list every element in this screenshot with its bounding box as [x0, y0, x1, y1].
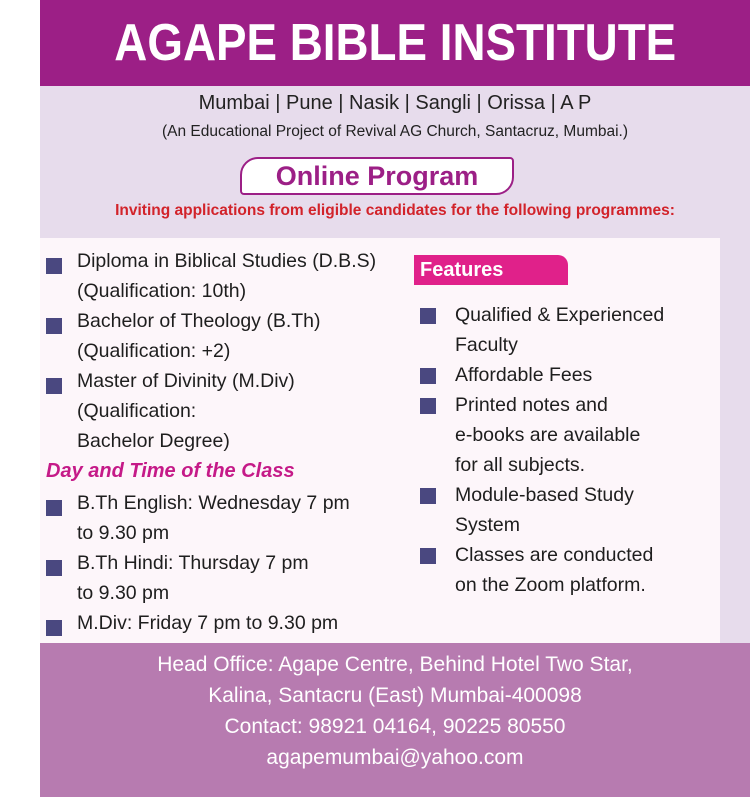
feature-line: Affordable Fees: [455, 364, 593, 386]
feature-line: Printed notes and: [455, 394, 608, 416]
project-note: (An Educational Project of Revival AG Church, Santacruz, Mumbai.): [161, 123, 629, 140]
programme-line: Master of Divinity (M.Div): [77, 370, 295, 392]
feature-line: Module-based Study: [455, 484, 634, 506]
programme-line: Diploma in Biblical Studies (D.B.S): [77, 250, 377, 272]
title-banner: [40, 0, 750, 86]
feature-line: Classes are conducted: [455, 544, 654, 566]
feature-line: for all subjects.: [455, 454, 586, 476]
feature-line: Qualified & Experienced: [455, 304, 665, 326]
schedule-line: M.Div: Friday 7 pm to 9.30 pm: [77, 612, 339, 634]
square-bullet-icon: [46, 258, 62, 274]
programme-line: (Qualification: +2): [77, 340, 231, 362]
square-bullet-icon: [46, 378, 62, 394]
online-program-badge: [240, 157, 514, 195]
schedule-line: B.Th English: Wednesday 7 pm: [77, 492, 350, 514]
address-line: Kalina, Santacru (East) Mumbai-400098: [208, 684, 582, 707]
square-bullet-icon: [46, 500, 62, 516]
programme-line: Bachelor Degree): [77, 430, 230, 452]
square-bullet-icon: [46, 560, 62, 576]
address-line: Head Office: Agape Centre, Behind Hotel Two Star,: [157, 653, 633, 676]
feature-line: Faculty: [455, 334, 518, 356]
square-bullet-icon: [46, 620, 62, 636]
features-heading: Features: [414, 255, 568, 285]
content-panel: [40, 238, 720, 643]
programme-line: (Qualification:: [77, 400, 197, 422]
square-bullet-icon: [420, 488, 436, 504]
online-program-label: Online Program: [275, 160, 479, 191]
square-bullet-icon: [420, 308, 436, 324]
programme-line: Bachelor of Theology (B.Th): [77, 310, 321, 332]
square-bullet-icon: [420, 548, 436, 564]
schedule-line: B.Th Hindi: Thursday 7 pm: [77, 552, 309, 574]
programme-line: (Qualification: 10th): [77, 280, 247, 302]
contact-numbers: Contact: 98921 04164, 90225 80550: [224, 715, 566, 738]
schedule-line: to 9.30 pm: [77, 582, 170, 604]
institute-title: AGAPE BIBLE INSTITUTE: [114, 14, 676, 72]
inviting-applications-text: Inviting applications from eligible candidates for the following programmes:: [115, 202, 675, 219]
feature-line: System: [455, 514, 521, 536]
square-bullet-icon: [420, 368, 436, 384]
feature-line: on the Zoom platform.: [455, 574, 646, 596]
schedule-heading: Day and Time of the Class: [46, 460, 295, 482]
email-address: agapemumbai@yahoo.com: [266, 746, 524, 769]
advertisement: [40, 0, 750, 797]
square-bullet-icon: [46, 318, 62, 334]
schedule-line: to 9.30 pm: [77, 522, 170, 544]
square-bullet-icon: [420, 398, 436, 414]
feature-line: e-books are available: [455, 424, 641, 446]
footer: [40, 643, 750, 797]
cities-line: Mumbai | Pune | Nasik | Sangli | Orissa | A P: [198, 92, 592, 114]
